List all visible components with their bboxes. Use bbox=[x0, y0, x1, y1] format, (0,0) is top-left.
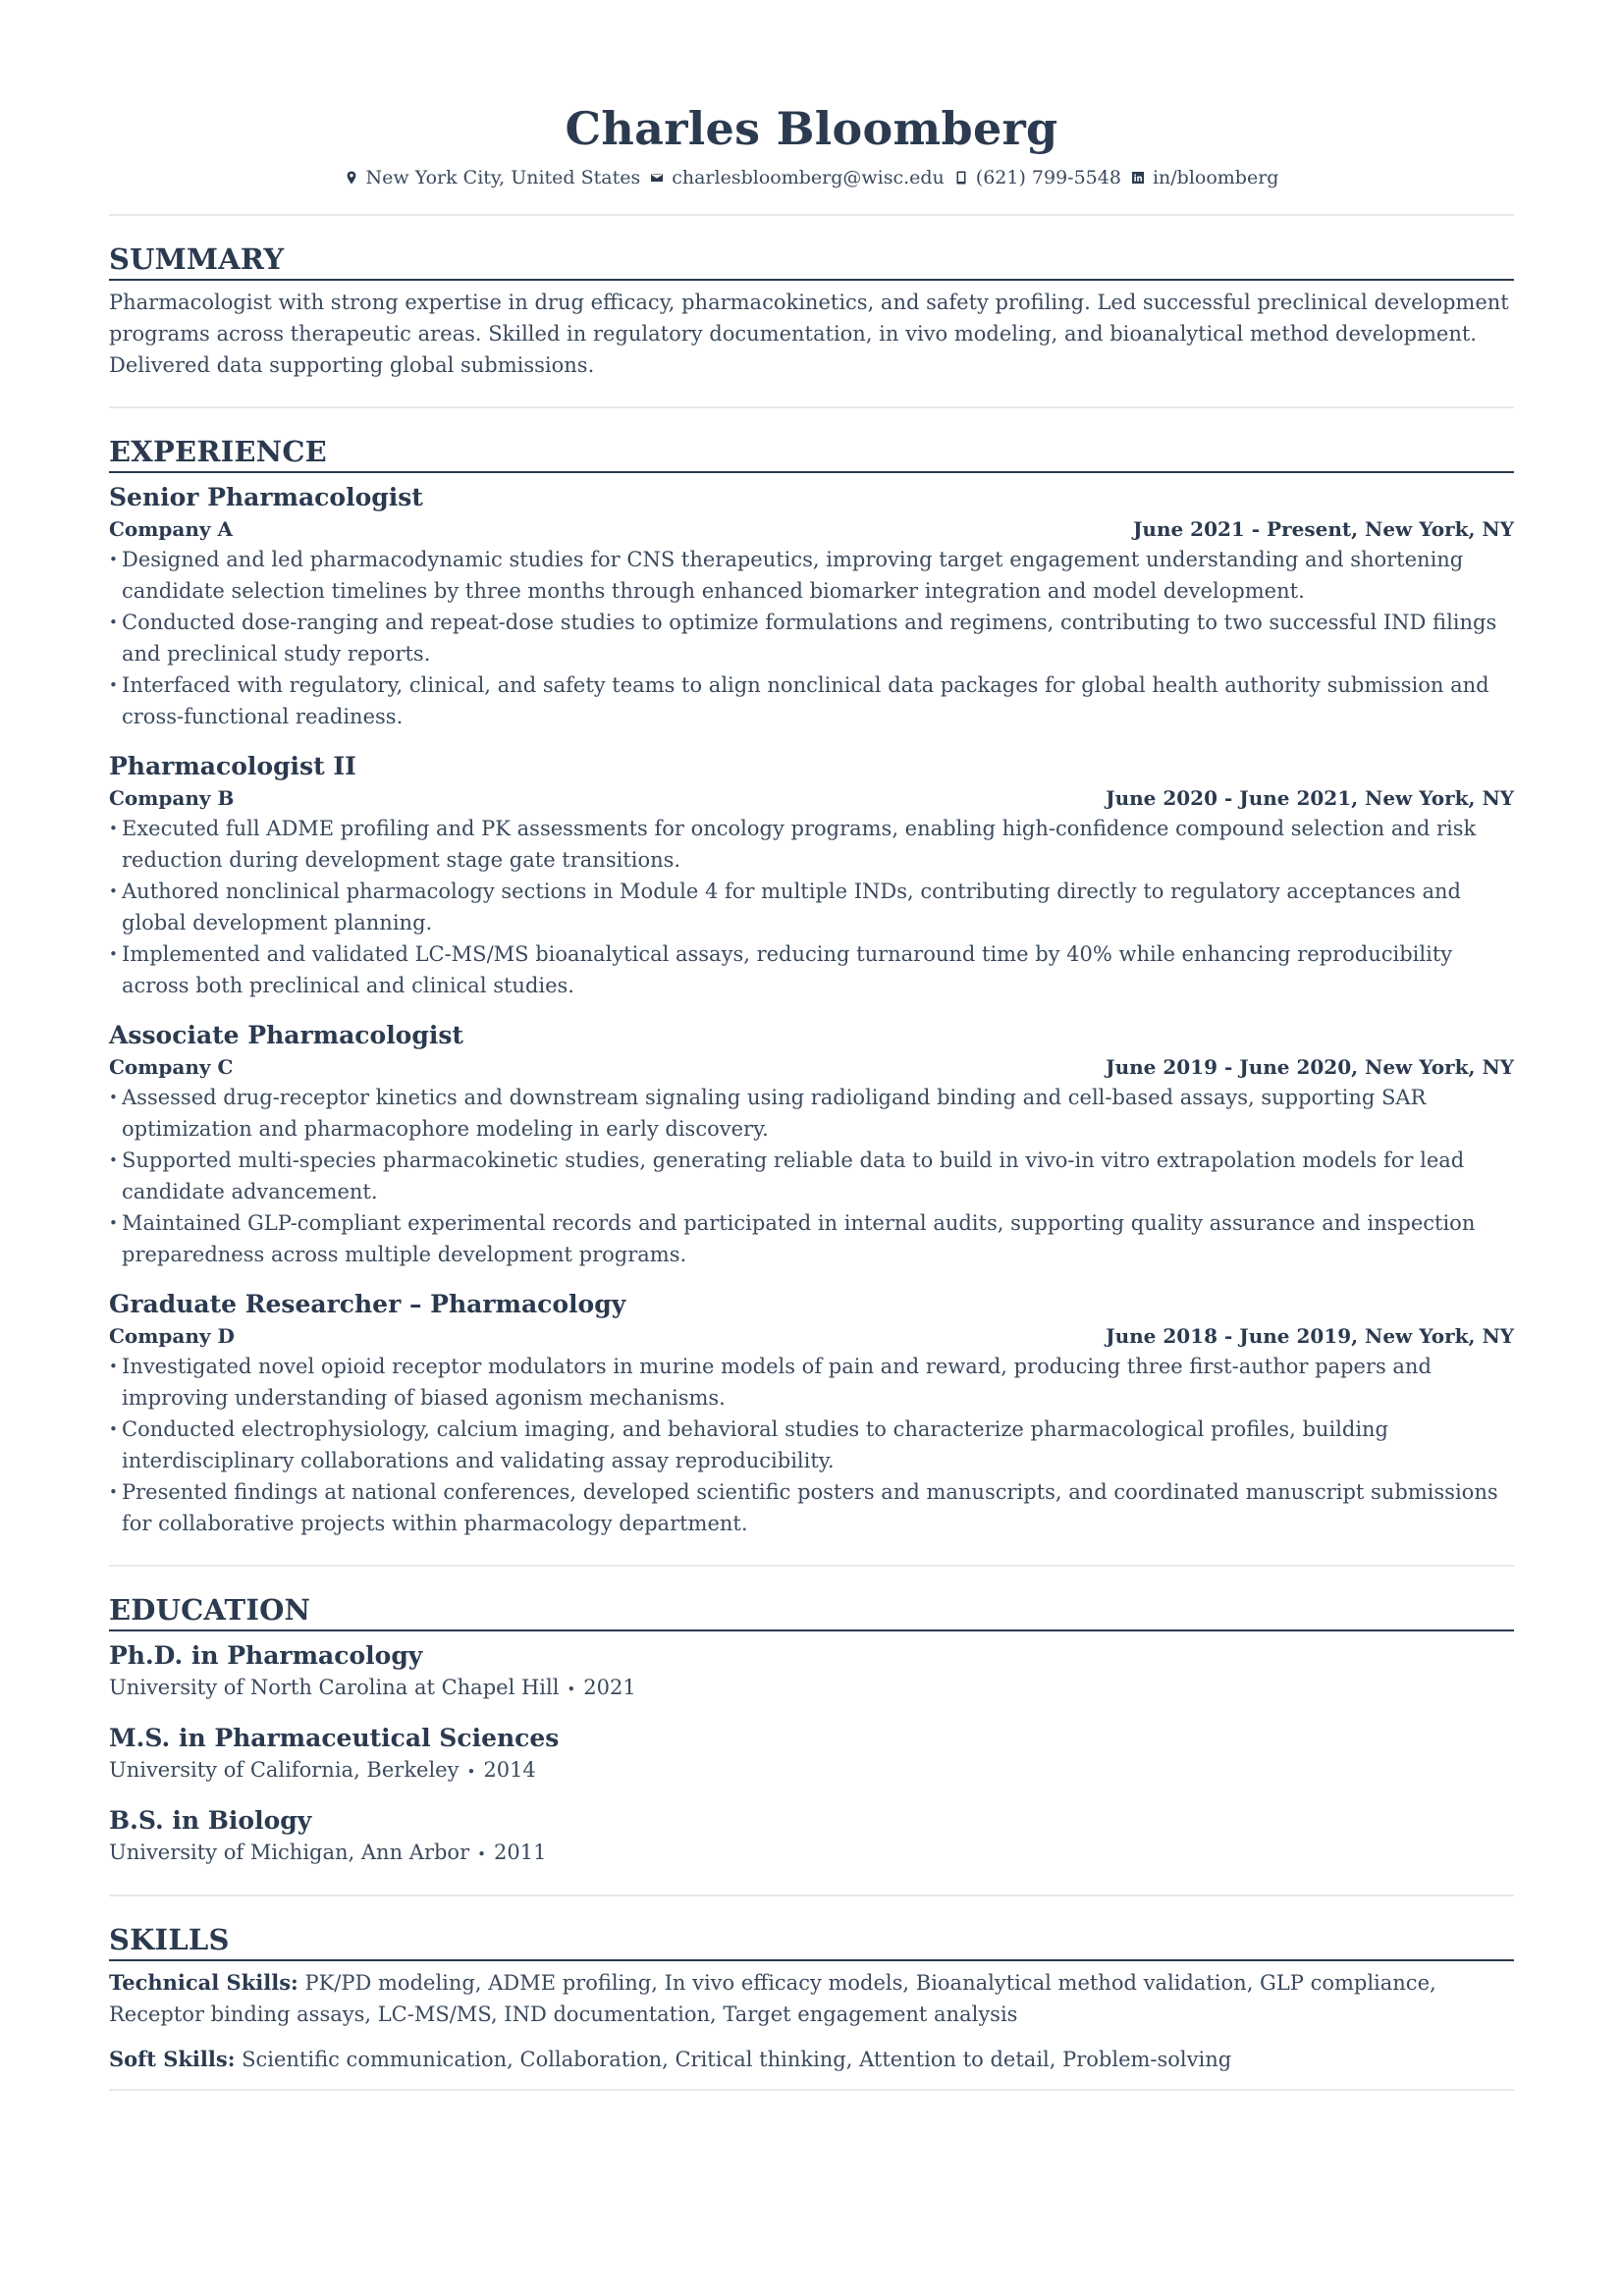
job-title: Graduate Researcher – Pharmacology bbox=[109, 1290, 626, 1318]
soft-skills-label: Soft Skills: bbox=[109, 2047, 236, 2071]
job-meta bbox=[109, 1052, 1514, 1082]
company-name: Company B bbox=[109, 786, 235, 810]
graduation-year: 2011 bbox=[493, 1841, 547, 1864]
linkedin-icon bbox=[1131, 171, 1145, 185]
candidate-name: Charles Bloomberg bbox=[565, 102, 1058, 155]
job-entry bbox=[109, 1288, 1514, 1539]
job-meta bbox=[109, 1321, 1514, 1351]
school-line bbox=[109, 1838, 1514, 1869]
school-name: University of Michigan, Ann Arbor bbox=[109, 1841, 470, 1864]
experience-section bbox=[109, 408, 1514, 1565]
contact-phone[interactable] bbox=[954, 165, 1121, 190]
job-bullet: • Maintained GLP-compliant experimental records and participated in internal audits, supporting quality assurance and inspection preparedness across multiple development programs. bbox=[109, 1207, 1514, 1270]
job-bullet: • Executed full ADME profiling and PK assessments for oncology programs, enabling high-confidence compound selection and risk reduction during development stage gate transitions. bbox=[109, 813, 1514, 876]
job-bullet: • Conducted dose-ranging and repeat-dose studies to optimize formulations and regimens, contributing to two successful IND filings and preclinical study reports. bbox=[109, 607, 1514, 669]
job-title: Senior Pharmacologist bbox=[109, 483, 423, 511]
job-bullet: • Designed and led pharmacodynamic studies for CNS therapeutics, improving target engagement understanding and shortening candidate selection timelines by three months through enhanced biomarker integration and model development. bbox=[109, 544, 1514, 607]
job-dates-location: June 2021 - Present, New York, NY bbox=[1132, 517, 1514, 541]
job-dates-location: June 2019 - June 2020, New York, NY bbox=[1106, 1055, 1514, 1079]
job-bullet: • Interfaced with regulatory, clinical, and safety teams to align nonclinical data packages for global health authority submission and cross-functional readiness. bbox=[109, 669, 1514, 732]
job-meta bbox=[109, 783, 1514, 813]
job-entry bbox=[109, 750, 1514, 1001]
education-heading: EDUCATION bbox=[109, 1592, 1514, 1631]
contact-email[interactable] bbox=[650, 165, 945, 190]
education-entry bbox=[109, 1722, 1514, 1787]
separator-dot: • bbox=[466, 1763, 476, 1781]
degree-title: Ph.D. in Pharmacology bbox=[109, 1641, 423, 1670]
technical-skills-label: Technical Skills: bbox=[109, 1970, 298, 1995]
degree-title: M.S. in Pharmaceutical Sciences bbox=[109, 1724, 560, 1752]
school-name: University of California, Berkeley bbox=[109, 1758, 460, 1782]
summary-text: Pharmacologist with strong expertise in drug efficacy, pharmacokinetics, and safety profiling. Led successful preclinical development programs across therapeutic areas. Skilled in regulatory documentation, in vivo modeling, and bioanalytical method development. Delivered data supporting global submissions. bbox=[109, 291, 1509, 377]
graduation-year: 2014 bbox=[483, 1758, 536, 1782]
soft-skills-list: Scientific communication, Collaboration, Critical thinking, Attention to detail, Problem-solving bbox=[242, 2048, 1232, 2071]
school-name: University of North Carolina at Chapel Hill bbox=[109, 1676, 560, 1699]
job-bullets bbox=[109, 544, 1514, 732]
job-entry bbox=[109, 1019, 1514, 1270]
job-bullet: • Authored nonclinical pharmacology sections in Module 4 for multiple INDs, contributing directly to regulatory acceptances and global development planning. bbox=[109, 876, 1514, 938]
job-bullet: • Conducted electrophysiology, calcium imaging, and behavioral studies to characterize pharmacological profiles, building interdisciplinary collaborations and validating assay reproducibility. bbox=[109, 1414, 1514, 1476]
summary-section bbox=[109, 216, 1514, 381]
job-bullet: • Investigated novel opioid receptor modulators in murine models of pain and reward, producing three first-author papers and improving understanding of biased agonism mechanisms. bbox=[109, 1351, 1514, 1414]
job-entry bbox=[109, 481, 1514, 732]
job-title: Associate Pharmacologist bbox=[109, 1021, 463, 1049]
education-entry bbox=[109, 1639, 1514, 1704]
job-bullet: • Presented findings at national conferences, developed scientific posters and manuscripts, and coordinated manuscript submissions for collaborative projects within pharmacology department. bbox=[109, 1476, 1514, 1539]
job-dates-location: June 2020 - June 2021, New York, NY bbox=[1106, 786, 1514, 810]
separator-dot: • bbox=[567, 1681, 576, 1698]
map-pin-icon bbox=[345, 171, 358, 185]
contact-location bbox=[345, 165, 641, 190]
company-name: Company D bbox=[109, 1324, 235, 1348]
location-text: New York City, United States bbox=[365, 167, 641, 188]
skills-section bbox=[109, 1896, 1514, 2089]
job-meta bbox=[109, 514, 1514, 544]
separator-dot: • bbox=[477, 1845, 486, 1863]
soft-skills bbox=[109, 2044, 1514, 2075]
contact-linkedin[interactable] bbox=[1131, 165, 1279, 190]
degree-title: B.S. in Biology bbox=[109, 1806, 312, 1835]
phone-icon bbox=[954, 171, 968, 185]
phone-text[interactable]: (621) 799-5548 bbox=[975, 167, 1121, 188]
experience-heading: EXPERIENCE bbox=[109, 434, 1514, 473]
job-bullets bbox=[109, 1082, 1514, 1270]
summary-heading: SUMMARY bbox=[109, 241, 1514, 281]
resume-header bbox=[109, 0, 1514, 190]
email-text[interactable]: charlesbloomberg@wisc.edu bbox=[672, 167, 945, 188]
linkedin-text[interactable]: in/bloomberg bbox=[1152, 167, 1279, 188]
job-bullets bbox=[109, 1351, 1514, 1539]
school-line bbox=[109, 1755, 1514, 1787]
graduation-year: 2021 bbox=[583, 1676, 636, 1699]
section-divider bbox=[109, 2089, 1514, 2091]
job-title: Pharmacologist II bbox=[109, 752, 356, 780]
education-entry bbox=[109, 1804, 1514, 1869]
technical-skills-list: PK/PD modeling, ADME profiling, In vivo efficacy models, Bioanalytical method validation, GLP compliance, Receptor binding assays, LC-MS/MS, IND documentation, Target engagement analysis bbox=[109, 1971, 1436, 2026]
job-bullets bbox=[109, 813, 1514, 1001]
company-name: Company C bbox=[109, 1055, 234, 1079]
school-line bbox=[109, 1673, 1514, 1704]
job-dates-location: June 2018 - June 2019, New York, NY bbox=[1106, 1324, 1514, 1348]
skills-heading: SKILLS bbox=[109, 1922, 1514, 1961]
company-name: Company A bbox=[109, 517, 234, 541]
technical-skills bbox=[109, 1967, 1514, 2030]
job-bullet: • Implemented and validated LC-MS/MS bioanalytical assays, reducing turnaround time by 40% while enhancing reproducibility across both preclinical and clinical studies. bbox=[109, 938, 1514, 1001]
contact-bar bbox=[109, 165, 1514, 190]
job-bullet: • Assessed drug-receptor kinetics and downstream signaling using radioligand binding and cell-based assays, supporting SAR optimization and pharmacophore modeling in early discovery. bbox=[109, 1082, 1514, 1145]
job-bullet: • Supported multi-species pharmacokinetic studies, generating reliable data to build in vivo-in vitro extrapolation models for lead candidate advancement. bbox=[109, 1145, 1514, 1207]
envelope-icon bbox=[650, 171, 664, 185]
education-section bbox=[109, 1567, 1514, 1895]
